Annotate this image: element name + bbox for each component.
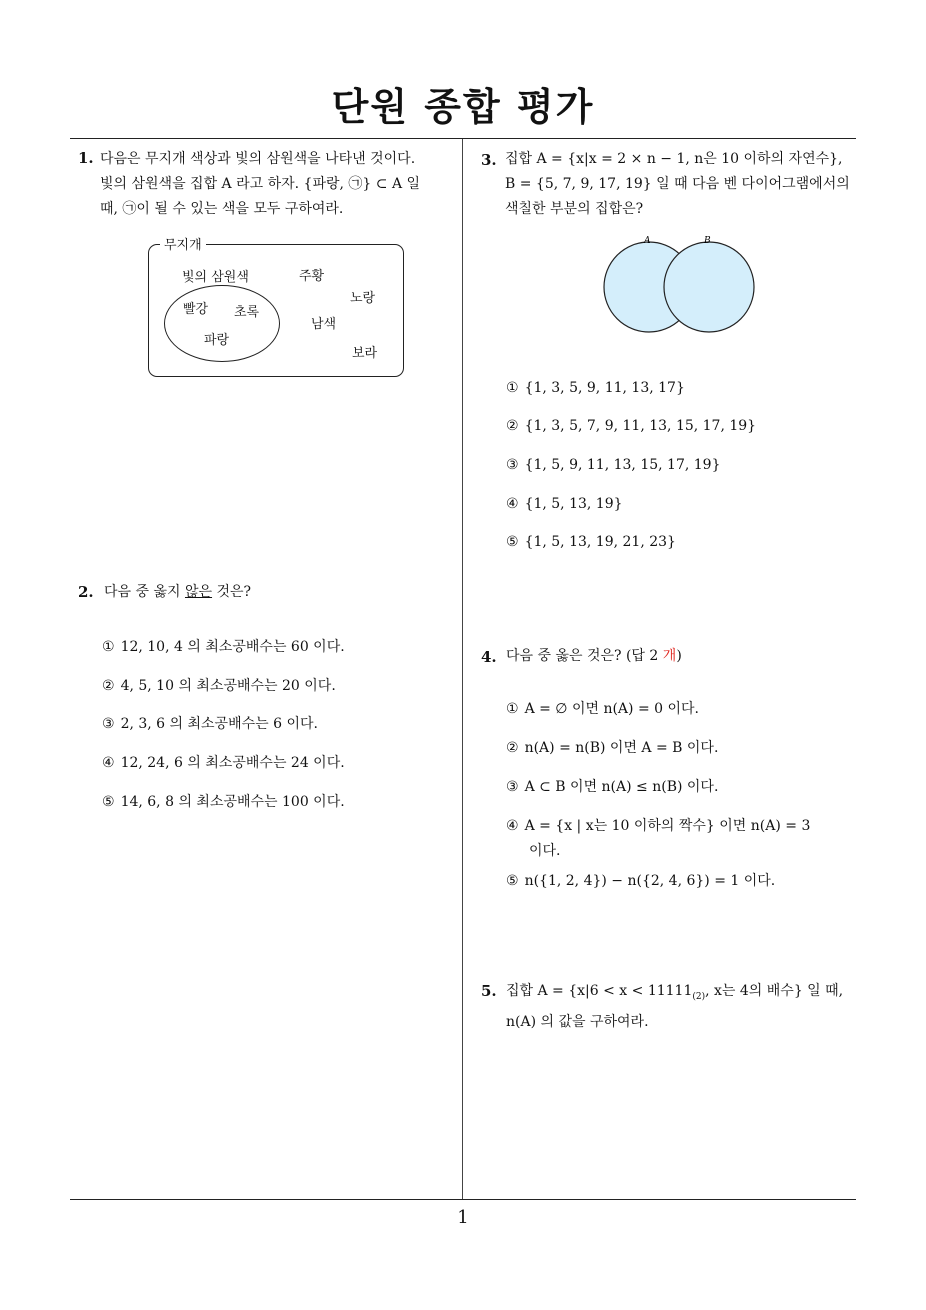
question-2-prefix: 다음 중 옳지 (104, 584, 185, 600)
question-3-line: B = {5, 7, 9, 17, 19} 일 때 다음 벤 다이어그램에서의 (505, 176, 850, 192)
option-text: n({1, 2, 4}) − n({2, 4, 6}) = 1 이다. (524, 873, 776, 889)
question-3-line: 색칠한 부분의 집합은? (505, 201, 644, 217)
question-5-line-1 (506, 979, 858, 1010)
question-4-text (506, 644, 682, 669)
option-number: ② (102, 678, 115, 694)
question-2-option-5[interactable] (102, 791, 345, 811)
rainbow-set-label: 무지개 (160, 234, 206, 253)
color-violet: 보라 (352, 346, 378, 361)
venn-diagram (600, 232, 760, 336)
venn-set-b (664, 242, 754, 332)
color-indigo: 남색 (311, 317, 337, 332)
question-4-option-4[interactable] (506, 815, 810, 835)
question-3-option-4[interactable] (506, 496, 623, 512)
question-3-option-5[interactable] (506, 534, 676, 550)
question-2-number: 2. (78, 583, 94, 601)
question-4-option-4-continuation: 이다. (529, 843, 561, 859)
question-1-line: 빛의 삼원색을 집합 A 라고 하자. {파랑, ㉠} ⊂ A 일 (100, 176, 421, 192)
bottom-rule (70, 1199, 856, 1200)
color-red: 빨강 (183, 302, 209, 317)
question-2-option-1[interactable] (102, 636, 345, 656)
column-divider (462, 139, 463, 1200)
question-4-option-5[interactable] (506, 870, 775, 890)
page-number: 1 (457, 1207, 469, 1228)
question-3-option-2[interactable] (506, 418, 756, 434)
option-text: 4, 5, 10 의 최소공배수는 20 이다. (120, 678, 336, 694)
question-1-number: 1. (78, 149, 94, 167)
question-5-number: 5. (481, 982, 497, 1000)
question-4-number: 4. (481, 648, 497, 666)
option-number: ④ (506, 818, 519, 834)
primary-colors-set (164, 285, 280, 362)
question-5-base-subscript: (2) (692, 991, 706, 1002)
question-2-suffix: 것은? (212, 584, 252, 600)
option-text: A ⊂ B 이면 n(A) ≤ n(B) 이다. (524, 779, 719, 795)
option-text: {1, 5, 9, 11, 13, 15, 17, 19} (524, 457, 721, 473)
option-text: A = ∅ 이면 n(A) = 0 이다. (524, 701, 699, 717)
option-text: {1, 3, 5, 7, 9, 11, 13, 15, 17, 19} (524, 418, 757, 434)
option-number: ① (102, 639, 115, 655)
question-4-highlight: 개 (662, 648, 677, 664)
question-4-option-1[interactable] (506, 698, 699, 718)
option-number: ⑤ (506, 873, 519, 889)
color-blue: 파랑 (204, 333, 230, 348)
question-1-text (100, 147, 456, 222)
option-number: ④ (102, 755, 115, 771)
option-number: ④ (506, 496, 519, 512)
question-3-text (505, 147, 857, 222)
question-2-option-2[interactable] (102, 675, 336, 695)
option-text: A = {x | x는 10 이하의 짝수} 이면 n(A) = 3 (524, 818, 811, 834)
option-number: ① (506, 701, 519, 717)
question-5-text (506, 979, 858, 1035)
option-text: {1, 3, 5, 9, 11, 13, 17} (524, 380, 685, 396)
option-text: 12, 10, 4 의 최소공배수는 60 이다. (120, 639, 345, 655)
option-number: ③ (506, 457, 519, 473)
option-text: 12, 24, 6 의 최소공배수는 24 이다. (120, 755, 345, 771)
option-number: ⑤ (102, 794, 115, 810)
question-2-underlined: 않은 (184, 584, 213, 600)
question-4-option-2[interactable] (506, 737, 718, 757)
question-4-prefix: 다음 중 옳은 것은? (답 2 (506, 648, 663, 664)
question-3-number: 3. (481, 151, 497, 169)
question-1-line: 다음은 무지개 색상과 빛의 삼원색을 나타낸 것이다. (100, 151, 416, 167)
question-2-option-3[interactable] (102, 713, 318, 733)
question-5-set-close: , x는 4의 배수} 일 때, (705, 983, 844, 999)
option-number: ② (506, 418, 519, 434)
option-text: {1, 5, 13, 19, 21, 23} (524, 534, 676, 550)
question-4-suffix: ) (676, 648, 682, 664)
venn-label-a: A (644, 236, 651, 246)
question-1-line: 때, ㉠이 될 수 있는 색을 모두 구하여라. (100, 201, 344, 217)
option-number: ⑤ (506, 534, 519, 550)
top-rule (70, 138, 856, 139)
page-title: 단원 종합 평가 (331, 85, 595, 129)
question-2-option-4[interactable] (102, 752, 345, 772)
primary-colors-label: 빛의 삼원색 (178, 266, 253, 285)
question-3-option-1[interactable] (506, 380, 685, 396)
color-orange: 주황 (299, 269, 325, 284)
option-text: {1, 5, 13, 19} (524, 496, 623, 512)
option-number: ③ (102, 716, 115, 732)
question-2-text (104, 580, 251, 605)
question-4-option-3[interactable] (506, 776, 718, 796)
option-number: ① (506, 380, 519, 396)
option-number: ③ (506, 779, 519, 795)
question-5-line-2: n(A) 의 값을 구하여라. (506, 1013, 649, 1030)
option-text: 14, 6, 8 의 최소공배수는 100 이다. (120, 794, 345, 810)
venn-label-b: B (704, 236, 711, 246)
question-5-set-open: 집합 A = {x|6 < x < 11111 (506, 983, 693, 999)
question-3-line: 집합 A = {x|x = 2 × n − 1, n은 10 이하의 자연수}, (505, 151, 843, 167)
color-green: 초록 (234, 305, 260, 320)
color-yellow: 노랑 (350, 291, 376, 306)
question-3-option-3[interactable] (506, 457, 720, 473)
option-text: n(A) = n(B) 이면 A = B 이다. (524, 740, 719, 756)
option-number: ② (506, 740, 519, 756)
option-text: 2, 3, 6 의 최소공배수는 6 이다. (120, 716, 318, 732)
